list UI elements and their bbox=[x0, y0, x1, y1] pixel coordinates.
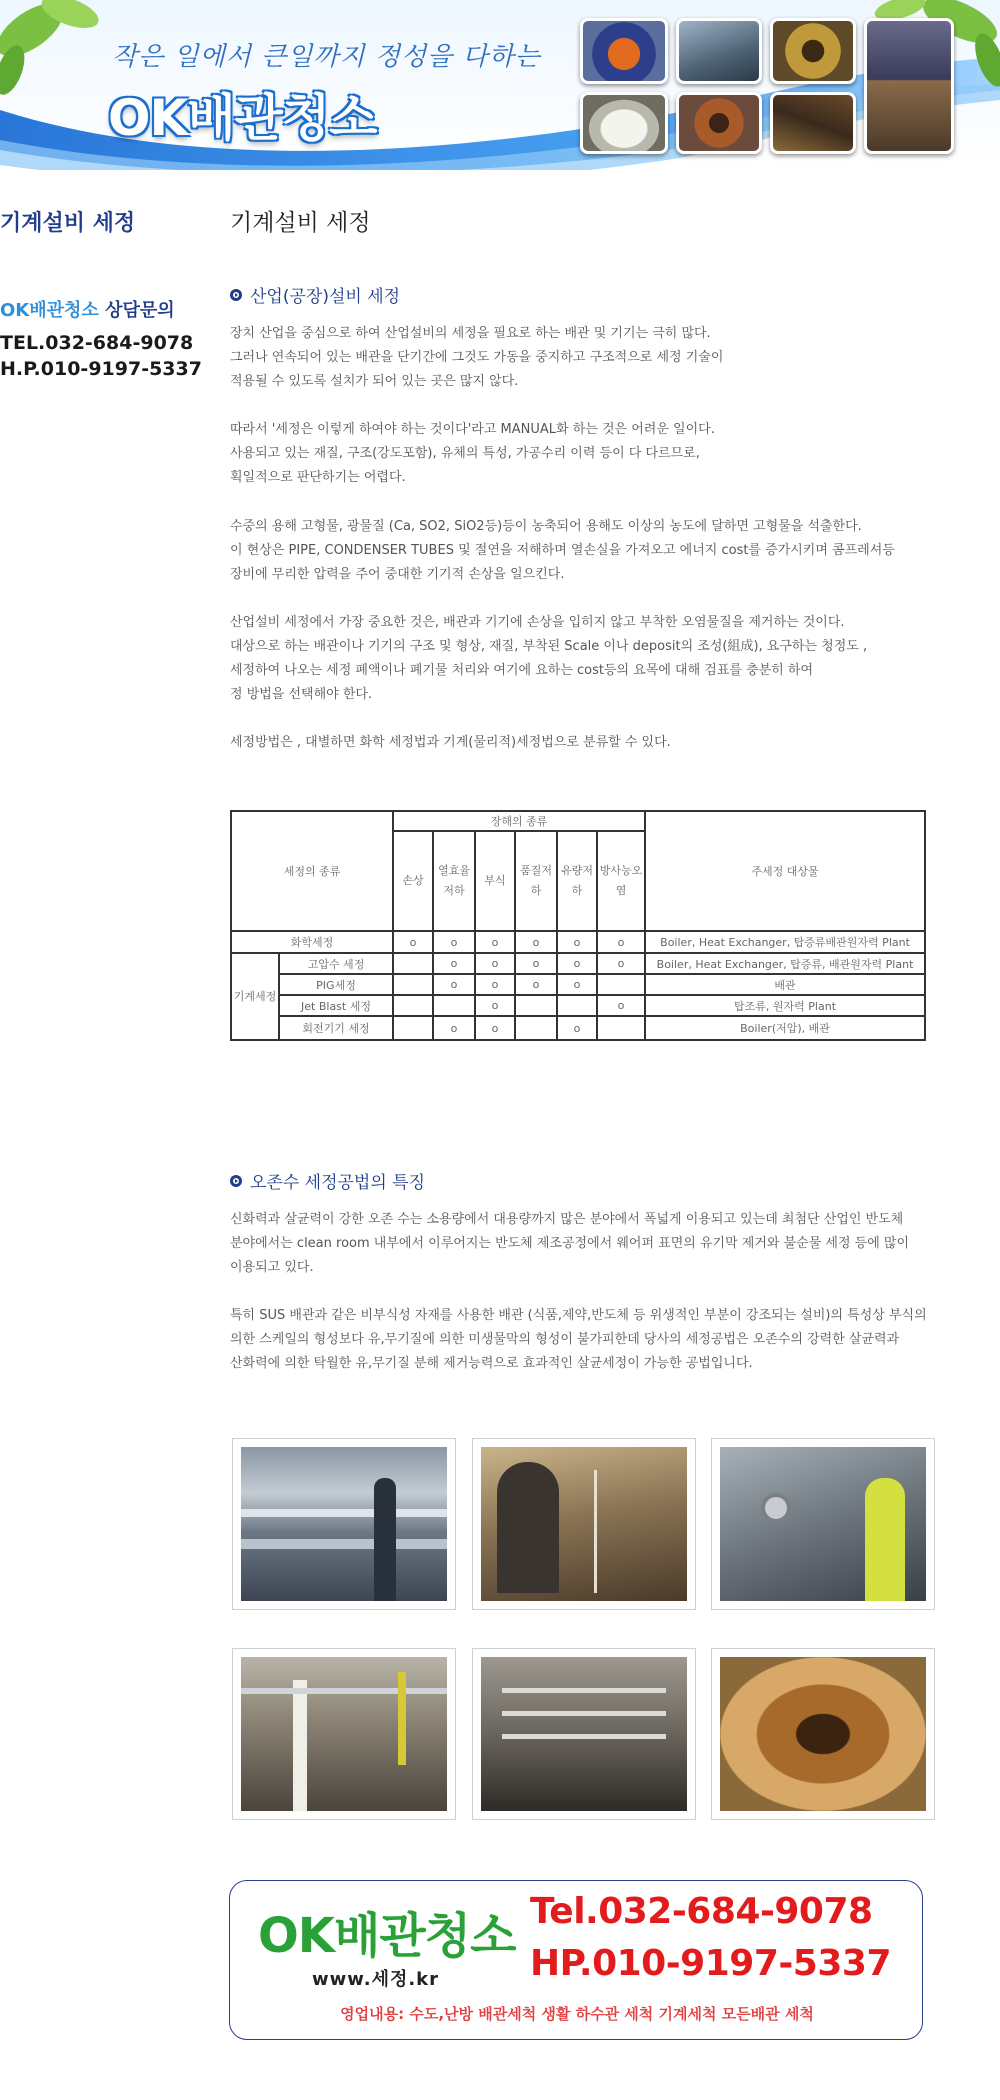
row-mark: o bbox=[475, 953, 515, 974]
footer-logo[interactable]: OK배관청소 bbox=[258, 1908, 516, 1964]
cleaning-type-table bbox=[230, 810, 926, 1041]
page-title: 기계설비 세정 bbox=[230, 210, 371, 236]
row-name: PIG세정 bbox=[279, 974, 393, 995]
sidebar-hp[interactable]: H.P.010-9197-5337 bbox=[0, 358, 202, 380]
row-mark: o bbox=[433, 953, 475, 974]
row-mark bbox=[393, 1016, 433, 1040]
row-mark: o bbox=[515, 974, 557, 995]
work-photo-3 bbox=[711, 1438, 935, 1610]
subheader-quality: 품질저하 bbox=[515, 831, 557, 931]
header-cleaning-type: 세정의 종류 bbox=[231, 811, 393, 931]
work-photo-1 bbox=[232, 1438, 456, 1610]
industrial-para-2 bbox=[230, 418, 890, 490]
text-line: 세정하여 나오는 세정 폐액이나 폐기물 처리와 여기에 요하는 cost등의 요목에 대해 검표를 충분히 하여 bbox=[230, 663, 814, 678]
sidebar-contact-label: 상담문의 bbox=[105, 300, 175, 321]
row-mark: o bbox=[475, 931, 515, 953]
sidebar-contact-heading bbox=[0, 296, 175, 322]
text-line: 그러나 연속되어 있는 배관을 단기간에 그것도 가동을 중지하고 구조적으로 세정 기술이 bbox=[230, 350, 724, 365]
row-name: Jet Blast 세정 bbox=[279, 995, 393, 1016]
row-target: Boiler(저압), 배관 bbox=[645, 1016, 925, 1040]
text-line: 특히 SUS 배관과 같은 비부식성 자재를 사용한 배관 (식품,제약,반도체 등 위생적인 부분이 강조되는 설비)의 특성상 부식의 bbox=[230, 1308, 927, 1323]
subheader-flow: 유량저하 bbox=[557, 831, 597, 931]
text-line: 장치 산업을 중심으로 하여 산업설비의 세정을 필요로 하는 배관 및 기기는 극히 많다. bbox=[230, 326, 711, 341]
sidebar-tel[interactable]: TEL.032-684-9078 bbox=[0, 332, 194, 354]
row-mark: o bbox=[475, 995, 515, 1016]
row-mark: o bbox=[557, 974, 597, 995]
work-photo-6 bbox=[711, 1648, 935, 1820]
row-target: 탑조류, 원자력 Plant bbox=[645, 995, 925, 1016]
text-line: 정 방법을 선택해야 한다. bbox=[230, 687, 373, 702]
row-name: 고압수 세정 bbox=[279, 953, 393, 974]
header-main-target: 주세정 대상물 bbox=[645, 811, 925, 931]
text-line: 의한 스케일의 형성보다 유,무기질에 의한 미생물막의 형성이 불가피한데 당사의 세정공법은 오존수의 강력한 살균력과 bbox=[230, 1332, 900, 1347]
subheader-efficiency: 열효율저하 bbox=[433, 831, 475, 931]
row-mark: o bbox=[597, 953, 645, 974]
row-target: 배관 bbox=[645, 974, 925, 995]
row-mark bbox=[597, 974, 645, 995]
sidebar-contact-brand: OK배관청소 bbox=[0, 300, 99, 321]
subheader-damage: 손상 bbox=[393, 831, 433, 931]
text-line: 획일적으로 판단하기는 어렵다. bbox=[230, 470, 406, 485]
work-photo-2 bbox=[472, 1438, 696, 1610]
row-mark bbox=[393, 995, 433, 1016]
footer-contact-box bbox=[229, 1880, 923, 2040]
section-heading-industrial bbox=[230, 282, 400, 307]
row-mark bbox=[433, 995, 475, 1016]
row-mark: o bbox=[515, 953, 557, 974]
text-line: 대상으로 하는 배관이나 기기의 구조 및 형상, 재질, 부착된 Scale 이나 deposit의 조성(組成), 요구하는 청정도 , bbox=[230, 639, 868, 654]
header-banner bbox=[0, 0, 1000, 170]
text-line: 신화력과 살균력이 강한 오존 수는 소용량에서 대용량까지 많은 분야에서 폭넓게 이용되고 있는데 최첨단 산업인 반도체 bbox=[230, 1212, 904, 1227]
text-line: 사용되고 있는 재질, 구조(강도포함), 유체의 특성, 가공수리 이력 등이 다 다르므로, bbox=[230, 446, 700, 461]
header-photo-pipe-inside bbox=[770, 18, 856, 84]
text-line: 이 현상은 PIPE, CONDENSER TUBES 및 절연을 저해하며 열손실을 가져오고 에너지 cost를 증가시키며 콤프레셔등 bbox=[230, 543, 895, 558]
row-mark: o bbox=[475, 974, 515, 995]
industrial-para-1 bbox=[230, 322, 890, 394]
row-mark bbox=[515, 1016, 557, 1040]
row-mark: o bbox=[393, 931, 433, 953]
footer-website-link[interactable]: www.세정.kr bbox=[312, 1969, 440, 1990]
row-mark: o bbox=[557, 1016, 597, 1040]
work-photo-4 bbox=[232, 1648, 456, 1820]
table-row bbox=[231, 995, 925, 1016]
row-mark bbox=[393, 953, 433, 974]
row-mark bbox=[393, 974, 433, 995]
footer-tel[interactable]: Tel.032-684-9078 bbox=[530, 1891, 873, 1932]
text-line: 적용될 수 있도록 설치가 되어 있는 곳은 많지 않다. bbox=[230, 374, 519, 389]
header-photo-workers bbox=[676, 18, 762, 84]
row-mark: o bbox=[433, 931, 475, 953]
industrial-para-4 bbox=[230, 611, 890, 707]
row-mark bbox=[557, 995, 597, 1016]
header-photo-pipe-flange bbox=[580, 18, 668, 84]
header-photo-rusted-pipe bbox=[676, 92, 762, 154]
header-disorder-type: 장해의 종류 bbox=[393, 811, 645, 831]
section-heading-ozone bbox=[230, 1168, 425, 1193]
row-mark: o bbox=[475, 1016, 515, 1040]
ozone-para-2 bbox=[230, 1304, 927, 1376]
text-line: 산업설비 세정에서 가장 중요한 것은, 배관과 기기에 손상을 입히지 않고 부착한 오염물질을 제거하는 것이다. bbox=[230, 615, 845, 630]
header-slogan: 작은 일에서 큰일까지 정성을 다하는 bbox=[112, 42, 541, 72]
text-line: 장비에 무리한 압력을 주어 중대한 기기적 손상을 일으킨다. bbox=[230, 567, 565, 582]
row-mark: o bbox=[433, 1016, 475, 1040]
row-target: Boiler, Heat Exchanger, 탑증류배관원자력 Plant bbox=[645, 931, 925, 953]
row-mark: o bbox=[515, 931, 557, 953]
header-logo[interactable]: OK배관청소 bbox=[108, 89, 377, 147]
subheader-corrosion: 부식 bbox=[475, 831, 515, 931]
header-photo-technician bbox=[864, 18, 954, 154]
subheader-radiation: 방사능오염 bbox=[597, 831, 645, 931]
footer-services: 영업내용: 수도,난방 배관세척 생활 하수관 세척 기계세척 모든배관 세척 bbox=[340, 2005, 814, 2023]
table-row bbox=[231, 974, 925, 995]
work-photo-5 bbox=[472, 1648, 696, 1820]
row-mark bbox=[515, 995, 557, 1016]
row-mark: o bbox=[557, 953, 597, 974]
footer-hp[interactable]: HP.010-9197-5337 bbox=[530, 1943, 891, 1984]
table-row bbox=[231, 931, 925, 953]
text-line: 이용되고 있다. bbox=[230, 1260, 314, 1275]
row-mark: o bbox=[433, 974, 475, 995]
row-mark: o bbox=[557, 931, 597, 953]
group-mechanical: 기계세정 bbox=[231, 953, 279, 1040]
text-line: 분야에서는 clean room 내부에서 이루어지는 반도체 제조공정에서 웨어퍼 표면의 유기막 제거와 불순물 세정 등에 많이 bbox=[230, 1236, 909, 1251]
text-line: 따라서 '세정은 이렇게 하여야 하는 것이다'라고 MANUAL화 하는 것은 어려운 일이다. bbox=[230, 422, 715, 437]
row-mark: o bbox=[597, 931, 645, 953]
row-mark bbox=[597, 1016, 645, 1040]
section-heading-text: 오존수 세정공법의 특징 bbox=[250, 1173, 426, 1193]
row-name: 화학세정 bbox=[231, 931, 393, 953]
table-header-row bbox=[231, 811, 925, 831]
text-line: 산화력에 의한 탁월한 유,무기질 분해 제거능력으로 효과적인 살균세정이 가능한 공법입니다. bbox=[230, 1356, 753, 1371]
row-mark: o bbox=[597, 995, 645, 1016]
ozone-para-1 bbox=[230, 1208, 909, 1280]
circle-arrow-icon bbox=[230, 289, 242, 301]
industrial-para-5 bbox=[230, 731, 890, 755]
table-row bbox=[231, 1016, 925, 1040]
section-heading-text: 산업(공장)설비 세정 bbox=[250, 287, 401, 307]
sidebar-title: 기계설비 세정 bbox=[0, 211, 136, 236]
row-target: Boiler, Heat Exchanger, 탑증류, 배관원자력 Plant bbox=[645, 953, 925, 974]
table-row bbox=[231, 953, 925, 974]
text-line: 세정방법은 , 대별하면 화학 세정법과 기계(물리적)세정법으로 분류할 수 있다. bbox=[230, 735, 671, 750]
header-photo-basin bbox=[580, 92, 668, 154]
circle-arrow-icon bbox=[230, 1175, 242, 1187]
header-photo-machinery bbox=[770, 92, 856, 154]
text-line: 수중의 용해 고형물, 광물질 (Ca, SO2, SiO2등)등이 농축되어 용해도 이상의 농도에 달하면 고형물을 석출한다. bbox=[230, 519, 862, 534]
industrial-para-3 bbox=[230, 515, 895, 587]
row-name: 회전기기 세정 bbox=[279, 1016, 393, 1040]
